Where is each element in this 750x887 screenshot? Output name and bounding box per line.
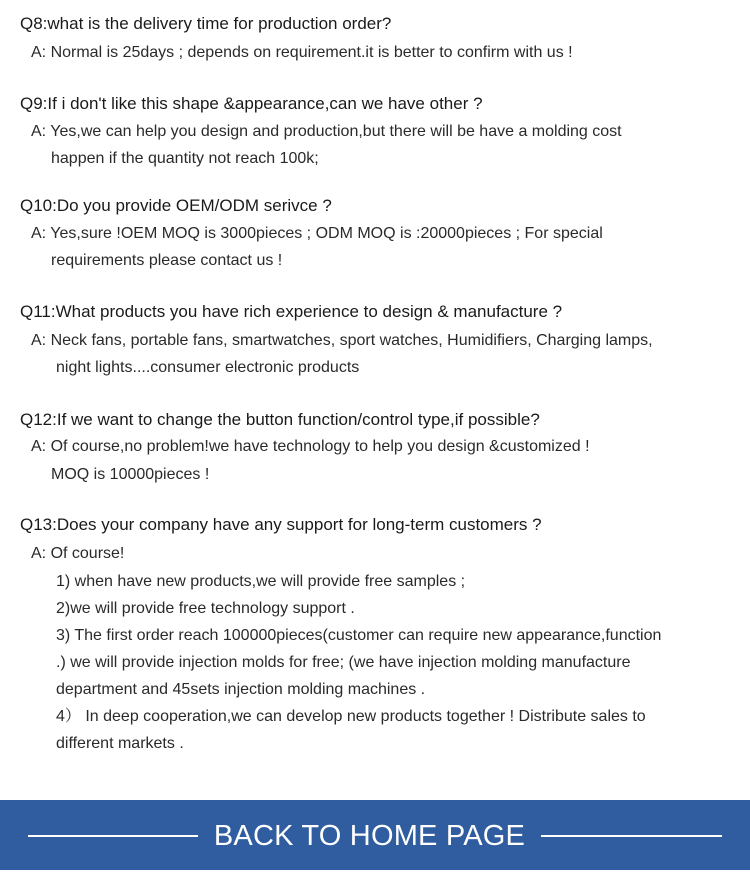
faq-question-q11: Q11:What products you have rich experience to design & manufacture ? [20, 302, 563, 321]
faq-answer-line: A: Of course,no problem!we have technology to help you design &customized ! [31, 438, 590, 455]
faq-answer-line: A: Of course! [31, 545, 125, 562]
faq-answer-line: department and 45sets injection molding machines . [56, 681, 426, 698]
faq-answer-line: 4） In deep cooperation,we can develop new products together ! Distribute sales to [56, 708, 646, 725]
faq-answer-line: different markets . [56, 735, 184, 752]
faq-answer-line: A: Yes,sure !OEM MOQ is 3000pieces ; ODM MOQ is :20000pieces ; For special [31, 225, 603, 242]
faq-answer-line: .) we will provide injection molds for free; (we have injection molding manufacture [56, 654, 631, 671]
faq-answer-line: A: Yes,we can help you design and production,but there will be have a molding cost [31, 123, 622, 140]
back-to-home-button[interactable]: BACK TO HOME PAGE [213, 820, 526, 852]
faq-answer-line: 1) when have new products,we will provide free samples ; [56, 573, 466, 590]
faq-answer-line: night lights....consumer electronic products [56, 359, 360, 376]
faq-answer-line: A: Neck fans, portable fans, smartwatches, sport watches, Humidifiers, Charging lamps, [31, 332, 653, 349]
faq-answer-line: requirements please contact us ! [51, 252, 283, 269]
faq-question-q13: Q13:Does your company have any support for long-term customers ? [20, 515, 542, 534]
faq-answer-line: A: Normal is 25days ; depends on requirement.it is better to confirm with us ! [31, 44, 573, 61]
faq-question-q9: Q9:If i don't like this shape &appearance,can we have other ? [20, 94, 483, 113]
faq-answer-line: 3) The first order reach 100000pieces(customer can require new appearance,function [56, 627, 662, 644]
faq-question-q8: Q8:what is the delivery time for production order? [20, 14, 392, 33]
footer-divider-right [541, 835, 722, 837]
faq-answer-line: MOQ is 10000pieces ! [51, 466, 210, 483]
faq-question-q12: Q12:If we want to change the button function/control type,if possible? [20, 410, 540, 429]
faq-answer-line: 2)we will provide free technology support . [56, 600, 355, 617]
footer-divider-left [28, 835, 198, 837]
faq-answer-line: happen if the quantity not reach 100k; [51, 150, 319, 167]
faq-question-q10: Q10:Do you provide OEM/ODM serivce ? [20, 196, 332, 215]
footer-banner [0, 800, 750, 870]
